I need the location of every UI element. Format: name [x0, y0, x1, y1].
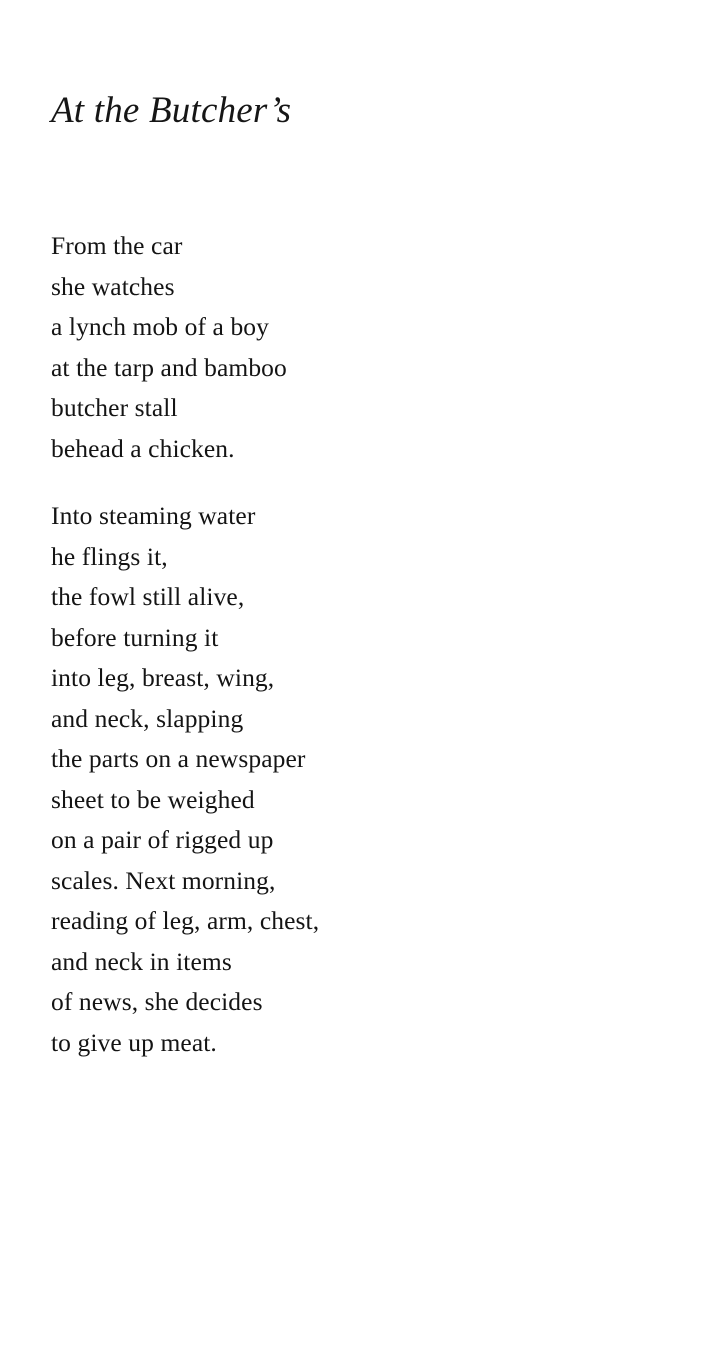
poem-line: behead a chicken. — [51, 433, 235, 463]
poem-line: Into steaming water — [51, 501, 256, 530]
poem-line: she watches — [51, 271, 175, 301]
poem-line: and neck, slapping — [51, 703, 244, 733]
poem-line: at the tarp and bamboo — [51, 352, 287, 382]
poem-line: on a pair of rigged up — [51, 825, 274, 854]
poem-line: before turning it — [51, 622, 219, 652]
poem-line: and neck in items — [51, 946, 232, 976]
poem-title: At the Butcher’s — [51, 90, 292, 131]
poem-line: of news, she decides — [51, 987, 263, 1016]
poem-line: a lynch mob of a boy — [51, 312, 269, 341]
stanza-1 — [51, 226, 319, 469]
poem-line: the parts on a newspaper — [51, 744, 306, 773]
poem-line: he flings it, — [51, 541, 168, 571]
poem-line: scales. Next morning, — [51, 865, 276, 895]
poem-line: From the car — [51, 231, 183, 260]
poem-line: butcher stall — [51, 393, 178, 422]
poem-line: into leg, breast, wing, — [51, 663, 275, 692]
poem-line: sheet to be weighed — [51, 784, 255, 814]
stanza-2 — [51, 496, 319, 1063]
poem-body — [51, 226, 319, 1063]
poem-line: to give up meat. — [51, 1027, 217, 1057]
poem-line: the fowl still alive, — [51, 582, 245, 611]
poem-line: reading of leg, arm, chest, — [51, 906, 320, 935]
